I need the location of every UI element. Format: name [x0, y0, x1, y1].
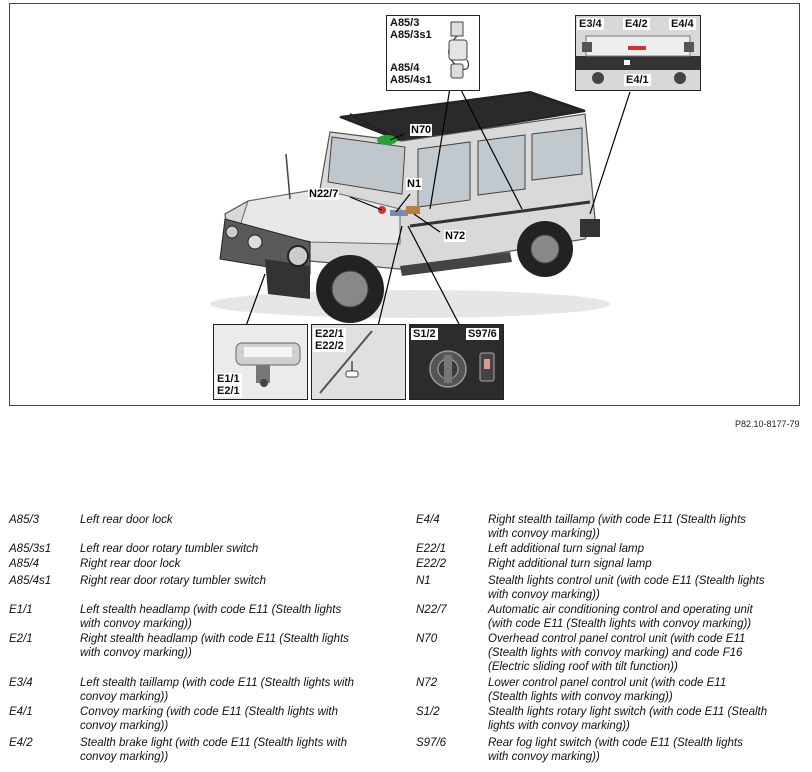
label-e1-1: E1/1	[217, 373, 240, 385]
legend-description: Lower control panel control unit (with code E11	[488, 677, 727, 689]
label-e22-1: E22/1	[315, 328, 344, 340]
legend-code: E4/2	[9, 737, 33, 749]
legend-description: Right stealth taillamp (with code E11 (Stealth lights	[488, 514, 747, 526]
legend-code: A85/4	[9, 558, 40, 570]
legend-description: with convoy marking))	[80, 647, 192, 659]
legend-description: Left stealth headlamp (with code E11 (Stealth lights	[80, 604, 342, 616]
legend-description: Overhead control panel control unit (with code E11	[488, 633, 746, 645]
label-e4-4: E4/4	[671, 18, 694, 30]
inset-light-switch	[409, 324, 504, 400]
label-e4-1: E4/1	[626, 74, 649, 86]
legend-description: convoy marking))	[80, 691, 169, 703]
callout-n22-7: N22/7	[309, 188, 339, 200]
legend-description: Left rear door rotary tumbler switch	[80, 543, 259, 555]
legend-description: (Stealth lights with convoy marking) and code F16	[488, 647, 743, 659]
legend-code: E4/1	[9, 706, 33, 718]
label-s1-2: S1/2	[413, 328, 436, 340]
legend-code: A85/4s1	[9, 575, 52, 587]
label-e4-2: E4/2	[625, 18, 648, 30]
legend-description: with convoy marking))	[488, 589, 600, 601]
legend-description: Automatic air conditioning control and operating unit	[488, 604, 753, 616]
legend-description: (Stealth lights with convoy marking))	[488, 691, 673, 703]
n72-highlight	[406, 206, 420, 214]
legend-description: (with code E11 (Stealth lights with convoy marking))	[488, 618, 752, 630]
label-a85-3s1: A85/3s1	[390, 29, 432, 41]
legend-code: N1	[416, 575, 431, 587]
legend-code: E22/1	[416, 543, 447, 555]
legend-code: S1/2	[416, 706, 440, 718]
legend-description: Left rear door lock	[80, 514, 173, 526]
inset-rear-door-lock	[386, 15, 480, 91]
legend-description: Stealth lights rotary light switch (with code E11 (Stealth	[488, 706, 768, 718]
legend-code: N72	[416, 677, 438, 689]
inset-turn-signal	[311, 324, 406, 400]
legend-description: Right rear door rotary tumbler switch	[80, 575, 266, 587]
legend-description: Stealth lights control unit (with code E11 (Stealth lights	[488, 575, 765, 587]
label-e2-1: E2/1	[217, 385, 240, 397]
legend-description: lights with convoy marking))	[488, 720, 630, 732]
legend-code: E22/2	[416, 558, 447, 570]
label-a85-4: A85/4	[390, 62, 420, 74]
label-a85-3: A85/3	[390, 17, 420, 29]
legend-code: A85/3	[9, 514, 40, 526]
legend-description: with convoy marking))	[488, 528, 600, 540]
legend-code: A85/3s1	[9, 543, 52, 555]
legend-description: Convoy marking (with code E11 (Stealth lights with	[80, 706, 339, 718]
legend-description: convoy marking))	[80, 751, 169, 763]
figure-reference: P82.10-8177-79	[735, 419, 800, 429]
legend-description: Rear fog light switch (with code E11 (Stealth lights	[488, 737, 743, 749]
legend-code: N70	[416, 633, 438, 645]
legend-code: E4/4	[416, 514, 440, 526]
callout-n72: N72	[445, 230, 466, 242]
inset-headlamp	[213, 324, 308, 400]
n1-highlight	[390, 210, 408, 216]
label-e22-2: E22/2	[315, 340, 344, 352]
label-e3-4: E3/4	[579, 18, 602, 30]
legend-code: N22/7	[416, 604, 447, 616]
legend-description: Left additional turn signal lamp	[488, 543, 644, 555]
vehicle-diagram	[9, 3, 800, 406]
legend-description: Right rear door lock	[80, 558, 181, 570]
legend-description: with convoy marking))	[488, 751, 600, 763]
callout-n1: N1	[407, 178, 422, 190]
legend-description: convoy marking))	[80, 720, 169, 732]
legend-code: E2/1	[9, 633, 33, 645]
inset-rear-lamps	[575, 15, 701, 91]
legend-code: S97/6	[416, 737, 447, 749]
legend-description: Right additional turn signal lamp	[488, 558, 652, 570]
callout-n70: N70	[411, 124, 432, 136]
legend-description: (Electric sliding roof with tilt function))	[488, 661, 678, 673]
label-s97-6: S97/6	[468, 328, 497, 340]
legend-description: Stealth brake light (with code E11 (Stealth lights with	[80, 737, 347, 749]
legend-description: with convoy marking))	[80, 618, 192, 630]
legend-description: Right stealth headlamp (with code E11 (Stealth lights	[80, 633, 349, 645]
legend-code: E1/1	[9, 604, 33, 616]
legend-description: Left stealth taillamp (with code E11 (Stealth lights with	[80, 677, 355, 689]
n70-highlight	[377, 135, 397, 145]
label-a85-4s1: A85/4s1	[390, 74, 432, 86]
legend-code: E3/4	[9, 677, 33, 689]
